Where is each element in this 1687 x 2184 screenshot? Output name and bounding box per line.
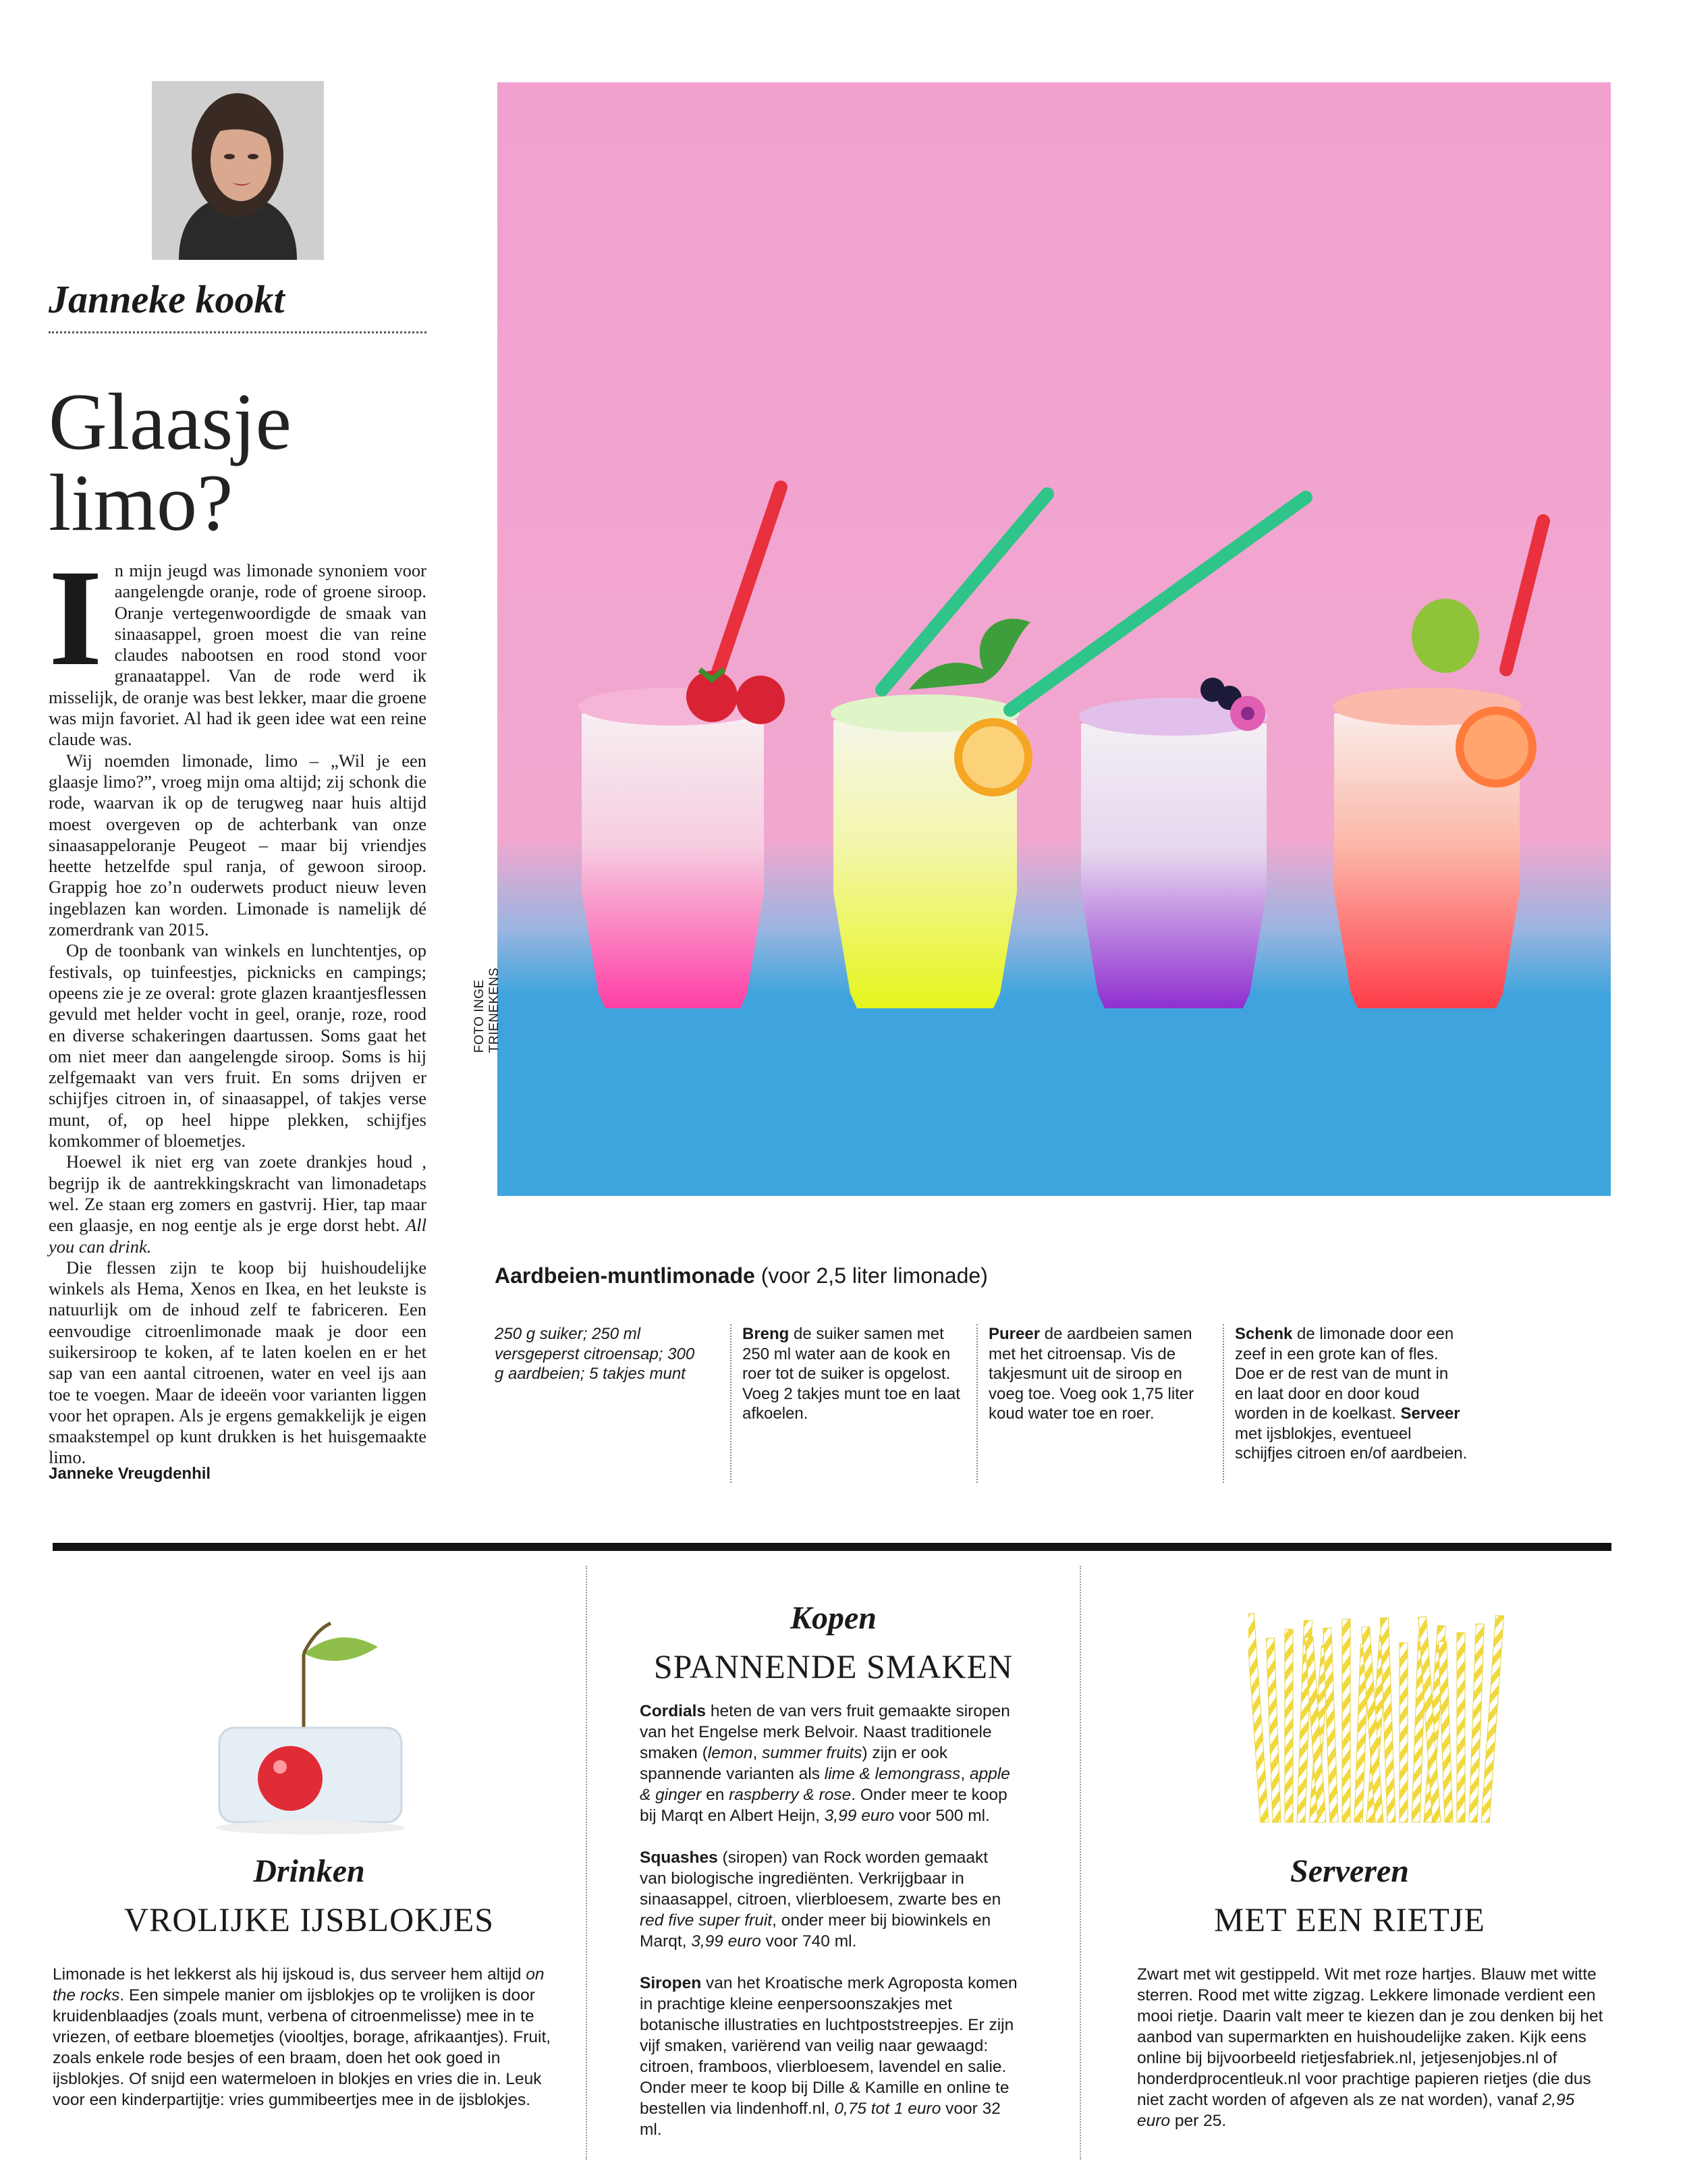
straw <box>1380 1618 1395 1822</box>
kopen-item-name: Squashes <box>640 1849 718 1867</box>
recipe-title <box>495 1263 988 1288</box>
article-body <box>49 541 426 1469</box>
paragraph: Die flessen zijn te koop bij huishoudelijke winkels als Hema, Xenos en Ikea, en het leukste is natuurlijk om de inhoud zelf te fabriceren. Een eenvoudige citroenlimonade maak je door een suikersiroop te koken, af te laten koelen en er het sap van een aantal citroenen, water en veel ijs aan toe te voegen. Maar de ideeën voor varianten liggen voor het oprapen. Als je ergens gemakkelijk je eigen smaakstempel op kunt drukken is het huisgemaakte limo. <box>49 1257 426 1468</box>
paragraph: Wij noemden limonade, limo – „Wil je een glaasje limo?”, vroeg mijn oma altijd; zij schonk die rode, waarvan ik op de terugweg naar huis altijd moest overgeven op de achterbank van onze sinaasappeloranje Peugeot – maar bij vriendjes heette hetzelfde spul ranja, of gewoon siroop. Grappig hoe zo’n ouderwets product nieuw leven ingeblazen kan worden. Limonade is namelijk dé zomerdrank van 2015. <box>49 750 426 940</box>
column-divider <box>1080 1566 1081 2160</box>
text-part: heten de van vers fruit gemaakte siropen van het Engelse merk Belvoir. Naast traditionele smaken ( <box>640 1702 1010 1762</box>
straw-group <box>1248 1613 1503 1822</box>
text-part: en <box>701 1786 729 1804</box>
kopen-item-squashes <box>640 1847 1018 1952</box>
step-text: de limonade door een zeef in een grote kan of fles. Doe er de rest van de munt in en laat door en door koud worden in de koelkast. <box>1235 1325 1454 1423</box>
text-part: ) zijn er ook spannende varianten als <box>640 1744 948 1783</box>
straw <box>1342 1619 1350 1822</box>
straw <box>1481 1615 1503 1822</box>
author-byline: Janneke Vreugdenhil <box>49 1465 211 1483</box>
serveren-text-part: Zwart met wit gestippeld. Wit met roze hartjes. Blauw met witte sterren. Rood met witte zigzag. Lekkere limonade verdient een mooi rietje. Daarin valt meer te kiezen dan je zou denken bij het aanbod van supermarkten en huishoudelijke zaken. Kijk eens online bij bijvoorbeeld rietjesfabriek.nl, jetjesenjobjes.nl of honderdprocentleuk.nl voor prachtige papieren rietjes (die dus niet zacht worden of afgeven als ze nat worden), vanaf <box>1137 1965 1603 2109</box>
straw <box>1285 1629 1293 1822</box>
serveren-text-part: per 25. <box>1170 2112 1227 2130</box>
lemonade-glasses-illustration <box>497 82 1611 1196</box>
serveren-kicker: Serveren <box>1290 1853 1409 1889</box>
straw <box>1439 1641 1453 1822</box>
step-verb: Breng <box>742 1325 790 1343</box>
text-emphasis: lime & lemongrass <box>824 1765 961 1783</box>
paragraph-text: Hoewel ik niet erg van zoete drankjes houd , begrijp ik de aantrekkingskracht van limonadetaps wel. Ze staan erg zomers en gastvrij. Hier, tap maar een glaasje, en nog eentje als je erge dorst hebt. <box>49 1151 426 1236</box>
drinken-text <box>53 1964 569 2110</box>
text-part: , onder meer bij biowinkels en Marqt, <box>640 1911 991 1950</box>
photo-credit: FOTO INGE TRIENEKENS <box>472 967 501 1053</box>
text-emphasis: raspberry & rose <box>729 1786 852 1804</box>
recipe-yield: (voor 2,5 liter limonade) <box>754 1263 988 1288</box>
paragraph <box>49 541 426 750</box>
paragraph: Op de toonbank van winkels en lunchtentjes, op festivals, op tuinfeestjes, picknicks en campings; opeens zie je ze overal: grote glazen kraantjesflessen gevuld met helder vocht in geel, oranje, roze, rood en diverse schakeringen daartussen. Soms gaat het om niet meer dan aangelengde siroop. Soms is hij zelfgemaakt van vers fruit. En soms drijven er schijfjes citroen in, of sinaasappel, of takjes verse munt, of, op heel hippe plekken, schijfjes komkommer of bloemetjes. <box>49 940 426 1151</box>
text-part: , <box>960 1765 970 1783</box>
kopen-item-name: Cordials <box>640 1702 707 1720</box>
text-emphasis: 0,75 tot 1 euro <box>834 2100 941 2118</box>
serveren-text <box>1137 1964 1609 2131</box>
straw <box>1457 1633 1465 1822</box>
step-verb: Serveer <box>1400 1404 1460 1423</box>
text-part: voor 740 ml. <box>760 1932 857 1950</box>
headline-line-2: limo? <box>49 458 233 547</box>
text-part: . Onder meer te koop bij Marqt en Albert Heijn, <box>640 1786 1007 1825</box>
kopen-item-name: Siropen <box>640 1974 702 1992</box>
kopen-item-cordials <box>640 1701 1018 1826</box>
straw <box>1248 1613 1269 1822</box>
text-emphasis: apple & ginger <box>640 1765 1010 1804</box>
step-verb: Pureer <box>989 1325 1041 1343</box>
text-emphasis: 3,99 euro <box>691 1932 761 1950</box>
straws-photo <box>1248 1593 1505 1863</box>
text-emphasis: 3,99 euro <box>824 1807 895 1825</box>
recipe-divider <box>976 1324 978 1483</box>
drinken-kicker: Drinken <box>253 1853 365 1889</box>
headline-line-1: Glaasje <box>49 377 292 466</box>
spacer <box>640 1826 1018 1847</box>
straws-illustration <box>1248 1593 1505 1863</box>
recipe-divider <box>1223 1324 1224 1483</box>
paragraph-text: n mijn jeugd was limonade synoniem voor aangelengde oranje, rode of groene siroop. Oranje vertegenwoordigde de smaak van sinaasappel, groen moest die van reine claudes nabootsen en rood stond voor granaatappel. Van de rode werd ik misselijk, de oranje was best lekker, maar die groene was mijn favoriet. Al had ik geen idee wat een reine claude was. <box>49 560 426 750</box>
drinken-text-part: Limonade is het lekkerst als hij ijskoud is, dus serveer hem altijd <box>53 1965 526 1984</box>
straw <box>1400 1643 1408 1822</box>
column-divider <box>586 1566 587 2160</box>
spacer <box>640 1952 1018 1973</box>
recipe-step <box>742 1324 965 1424</box>
ice-cube-illustration <box>202 1613 418 1836</box>
text-emphasis: summer fruits <box>762 1744 862 1762</box>
text-part: voor 500 ml. <box>894 1807 990 1825</box>
paragraph-emphasis: All you can drink. <box>49 1215 426 1257</box>
step-verb: Schenk <box>1235 1325 1293 1343</box>
text-part: voor 32 ml. <box>640 2100 1001 2139</box>
text-part: , <box>752 1744 763 1762</box>
text-part: van het Kroatische merk Agroposta komen in prachtige kleine eenpersoonszakjes met botanische illustraties en luchtpoststreepjes. Er zijn vijf smaken, variërend van veilig naar gewaagd: citroen, framboos, vlierbloesem, lavendel en salie. Onder meer te koop bij Dille & Kamille en online te bestellen via lindenhoff.nl, <box>640 1974 1018 2118</box>
text-part: (siropen) van Rock worden gemaakt van biologische ingrediënten. Verkrijgbaar in sinaasappel, citroen, vlierbloesem, zwarte bes en <box>640 1849 1001 1909</box>
recipe-step <box>989 1324 1211 1424</box>
serveren-subhead: MET EEN RIETJE <box>1214 1901 1485 1938</box>
step-text: de suiker samen met 250 ml water aan de kook en roer tot de suiker is opgelost. Voeg 2 takjes munt toe en laat afkoelen. <box>742 1325 960 1423</box>
drinken-text-part: . Een simpele manier om ijsblokjes op te vrolijken is door kruidenblaadjes (zoals munt, verbena of citroenmelisse) mee in te vriezen, of eetbare bloemetjes (viooltjes, borage, afrikaantjes). Fruit, zoals enkele rode besjes of een braam, doen het ook goed in ijsblokjes. Of snijd een watermeloen in blokjes en vries die in. Leuk voor een kinderpartijtje: vries gummibeertjes mee in de ijsblokjes. <box>53 1986 551 2109</box>
straw <box>1469 1624 1484 1822</box>
drinken-subhead: VROLIJKE IJSBLOKJES <box>123 1901 495 1938</box>
drop-cap: I <box>49 541 103 694</box>
kopen-kicker: Kopen <box>790 1600 877 1636</box>
section-divider <box>53 1543 1611 1551</box>
author-portrait <box>152 81 324 260</box>
text-emphasis: lemon <box>707 1744 753 1762</box>
kopen-subhead: SPANNENDE SMAKEN <box>653 1647 1014 1685</box>
paragraph <box>49 1151 426 1257</box>
ice-cube-photo <box>202 1613 418 1836</box>
drinken-emphasis: on the rocks <box>53 1965 545 2004</box>
recipe-ingredients: 250 g suiker; 250 ml versgeperst citroensap; 300 g aardbeien; 5 takjes munt <box>495 1325 695 1383</box>
serveren-emphasis: 2,95 euro <box>1137 2091 1575 2130</box>
kopen-text <box>640 1701 1018 2140</box>
recipe-divider <box>730 1324 731 1483</box>
kopen-item-siropen <box>640 1973 1018 2140</box>
step-text: de aardbeien samen met het citroensap. Vis de takjesmunt uit de siroop en voeg toe. Voeg ook 1,75 liter koud water toe en roer. <box>989 1325 1194 1423</box>
lemonade-photo <box>497 82 1611 1196</box>
recipe-name: Aardbeien-muntlimonade <box>495 1263 755 1288</box>
step-text: met ijsblokjes, eventueel schijfjes citroen en/of aardbeien. <box>1235 1424 1468 1463</box>
portrait-illustration <box>152 81 324 260</box>
text-emphasis: red five super fruit <box>640 1911 773 1930</box>
headline <box>49 377 426 547</box>
straw <box>1323 1628 1338 1822</box>
recipe-step <box>1235 1324 1468 1464</box>
straw <box>1266 1638 1281 1822</box>
section-label: Janneke kookt <box>49 277 426 333</box>
